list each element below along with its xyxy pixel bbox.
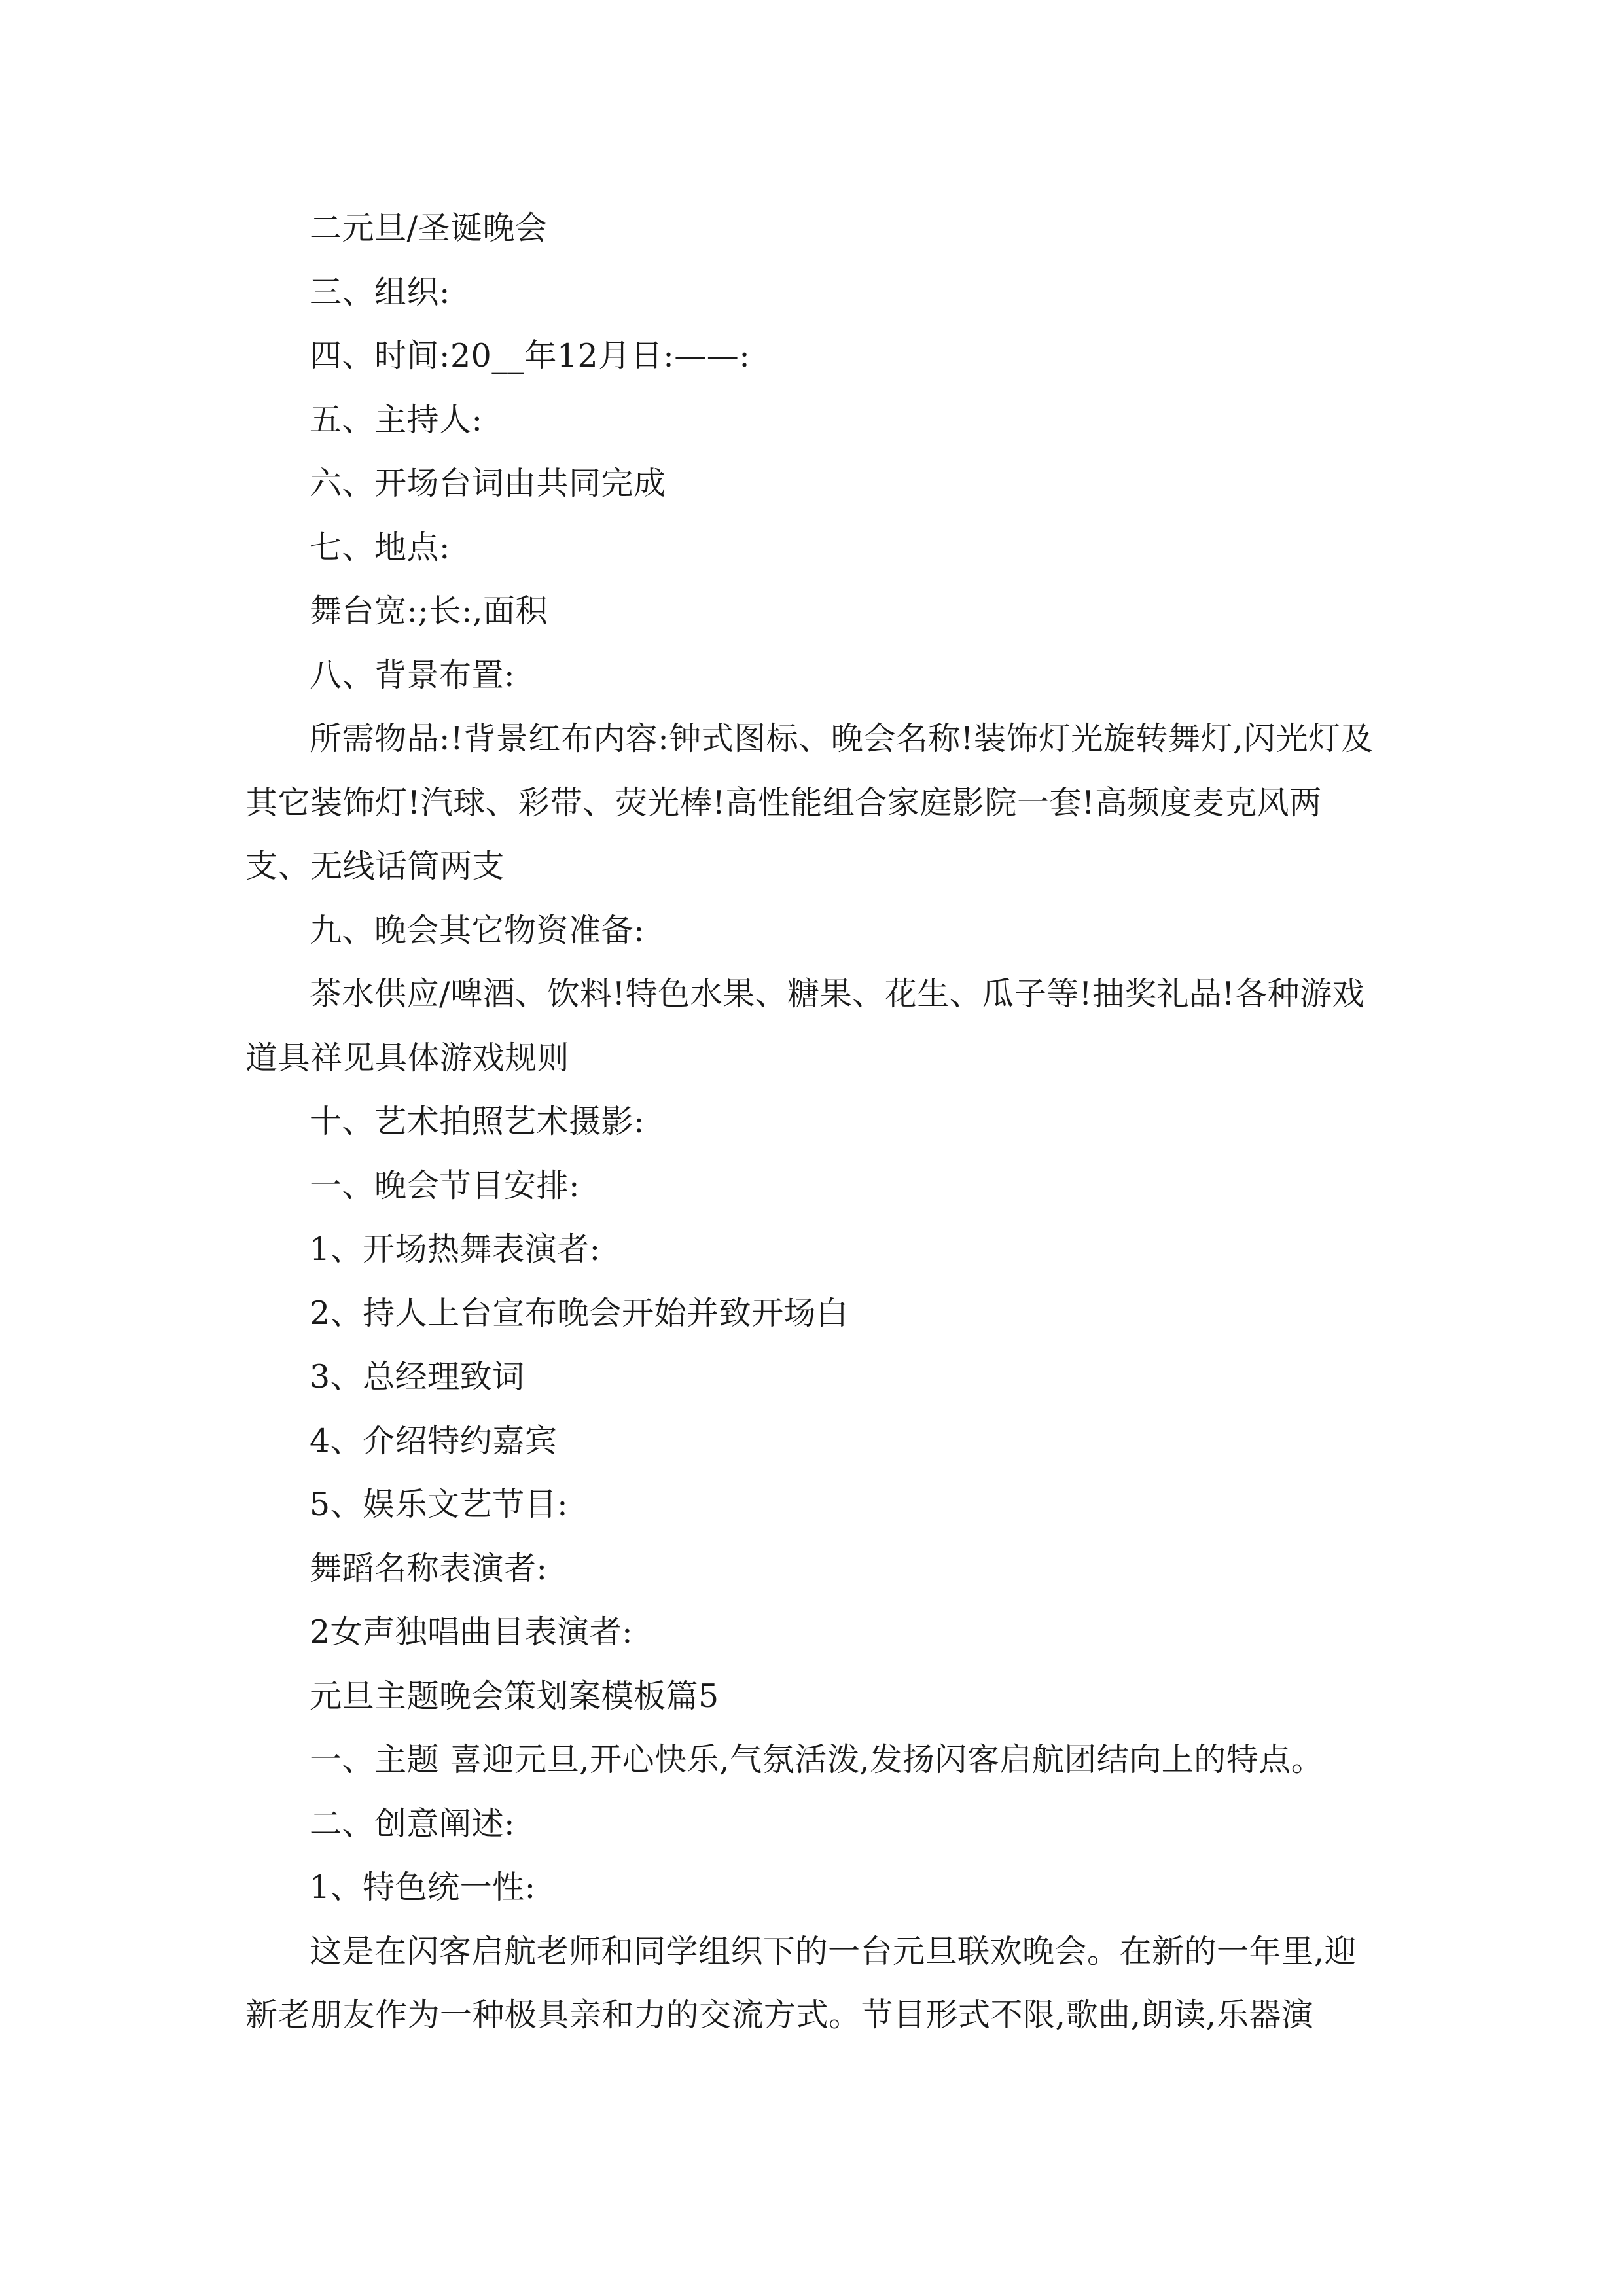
paragraph-2: 三、组织: (310, 273, 451, 311)
paragraph-18: 5、娱乐文艺节目: (310, 1486, 569, 1523)
paragraph-13: 一、晚会节目安排: (310, 1166, 580, 1204)
paragraph-7: 舞台宽:;长:,面积 (310, 592, 548, 630)
paragraph-5: 六、开场台词由共同完成 (310, 465, 666, 502)
paragraph-24: 1、特色统一性: (310, 1869, 536, 1906)
paragraph-17: 4、介绍特约嘉宾 (310, 1422, 558, 1460)
paragraph-16: 3、总经理致词 (310, 1358, 525, 1395)
paragraph-20: 2女声独唱曲目表演者: (310, 1613, 633, 1651)
paragraph-22: 一、主题 喜迎元旦,开心快乐,气氛活泼,发扬闪客启航团结向上的特点。 (310, 1741, 1324, 1778)
paragraph-19: 舞蹈名称表演者: (310, 1549, 548, 1587)
paragraph-15: 2、持人上台宣布晚会开始并致开场白 (310, 1294, 849, 1332)
paragraph-14: 1、开场热舞表演者: (310, 1230, 601, 1268)
paragraph-6: 七、地点: (310, 528, 451, 566)
paragraph-12: 十、艺术拍照艺术摄影: (310, 1103, 645, 1140)
paragraph-23: 二、创意阐述: (310, 1804, 516, 1842)
paragraph-4: 五、主持人: (310, 401, 483, 439)
document-page (245, 196, 1384, 2047)
paragraph-8: 八、背景布置: (310, 656, 516, 694)
paragraph-3: 四、时间:20__年12月日:——: (310, 337, 751, 374)
paragraph-21: 元旦主题晚会策划案模板篇5 (310, 1677, 719, 1715)
paragraph-9: 所需物品:!背景红布内容:钟式图标、晚会名称!装饰灯光旋转舞灯,闪光灯及其它装饰灯!汽球、彩带、荧光棒!高性能组合家庭影院一套!高频度麦克风两支、无线话筒两支 (245, 720, 1373, 885)
paragraph-11: 茶水供应/啤酒、饮料!特色水果、糖果、花生、瓜子等!抽奖礼品!各种游戏道具祥见具体游戏规则 (245, 975, 1365, 1077)
paragraph-25: 这是在闪客启航老师和同学组织下的一台元旦联欢晚会。在新的一年里,迎新老朋友作为一种极具亲和力的交流方式。节目形式不限,歌曲,朗读,乐器演 (245, 1932, 1357, 2034)
paragraph-10: 九、晚会其它物资准备: (310, 911, 645, 949)
paragraph-1: 二元旦/圣诞晚会 (310, 209, 548, 247)
